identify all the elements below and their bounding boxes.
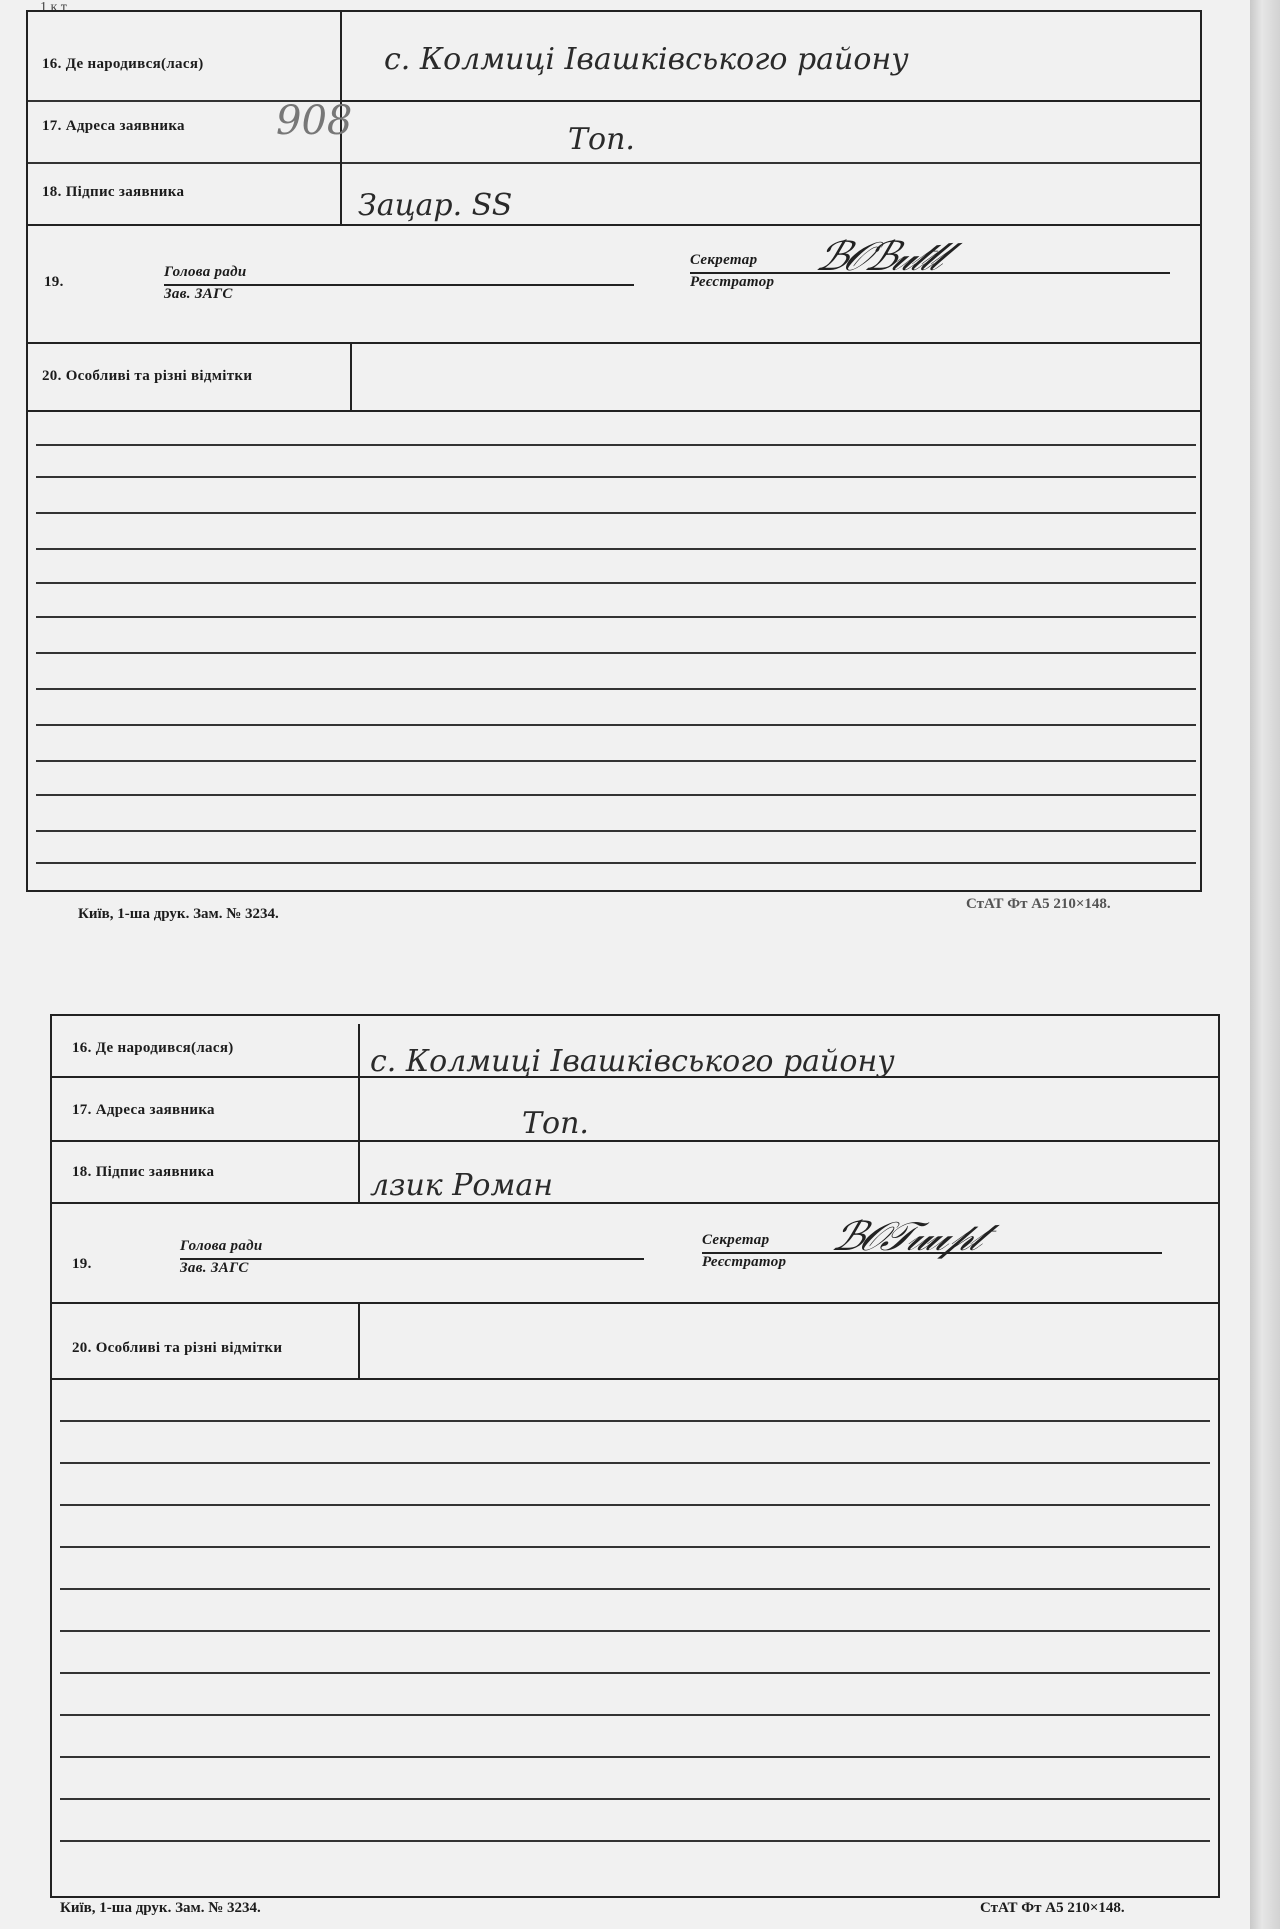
registrar-signature: ℬ𝒪ℬ𝓊𝓉𝓁𝓁: [810, 234, 949, 280]
blank-line: [60, 1756, 1210, 1758]
blank-line: [36, 548, 1196, 550]
blank-line: [36, 862, 1196, 864]
registrar-label: Реєстратор: [690, 274, 775, 290]
column-divider: [358, 1302, 360, 1378]
field-16-label: 16. Де народився(лася): [42, 56, 204, 72]
blank-line: [60, 1672, 1210, 1674]
field-16-label: 16. Де народився(лася): [72, 1040, 234, 1056]
form-code: СтАТ Фт А5 210×148.: [966, 896, 1111, 912]
address-number-handwritten: 908: [276, 98, 353, 144]
blank-line: [60, 1630, 1210, 1632]
column-divider: [358, 1024, 360, 1202]
form-code: СтАТ Фт А5 210×148.: [980, 1900, 1125, 1916]
applicant-signature-handwritten: Зацар. SS: [358, 188, 513, 223]
field-17-label: 17. Адреса заявника: [42, 118, 185, 134]
blank-line: [36, 724, 1196, 726]
blank-line: [60, 1462, 1210, 1464]
secretary-label: Секретар: [702, 1232, 770, 1248]
blank-line: [60, 1588, 1210, 1590]
blank-line: [60, 1714, 1210, 1716]
page-edge: [1250, 0, 1280, 1929]
blank-line: [36, 476, 1196, 478]
bottom-form: [50, 1014, 1220, 1898]
blank-line: [36, 652, 1196, 654]
address-handwritten: Топ.: [568, 122, 635, 157]
birthplace-handwritten: с. Колмиці Івашківського району: [370, 1044, 895, 1079]
blank-line: [36, 794, 1196, 796]
field-18-label: 18. Підпис заявника: [42, 184, 185, 200]
registry-head-label: Зав. ЗАГС: [180, 1260, 249, 1276]
row-divider: [28, 410, 1200, 412]
registry-head-label: Зав. ЗАГС: [164, 286, 233, 302]
head-of-council-label: Голова ради: [164, 264, 247, 280]
birthplace-handwritten: с. Колмиці Івашківського району: [384, 42, 909, 77]
address-handwritten: Топ.: [522, 1106, 589, 1141]
printer-imprint: Київ, 1-ша друк. Зам. № 3234.: [60, 1900, 261, 1916]
field-19-number: 19.: [72, 1256, 92, 1272]
blank-line: [60, 1420, 1210, 1422]
secretary-label: Секретар: [690, 252, 758, 268]
blank-line: [60, 1504, 1210, 1506]
registrar-label: Реєстратор: [702, 1254, 787, 1270]
column-divider: [350, 342, 352, 410]
signature-line: [180, 1258, 644, 1260]
blank-line: [36, 444, 1196, 446]
printer-imprint: Київ, 1-ша друк. Зам. № 3234.: [78, 906, 279, 922]
row-divider: [28, 342, 1200, 344]
field-18-label: 18. Підпис заявника: [72, 1164, 215, 1180]
registrar-signature: ℬ𝒪𝒯𝓊𝓊𝓅𝓉: [826, 1214, 989, 1260]
blank-line: [60, 1840, 1210, 1842]
field-17-label: 17. Адреса заявника: [72, 1102, 215, 1118]
field-20-label: 20. Особливі та різні відмітки: [72, 1340, 283, 1356]
field-20-label: 20. Особливі та різні відмітки: [42, 368, 253, 384]
blank-line: [36, 688, 1196, 690]
signature-line: [164, 284, 634, 286]
corner-mark: 1 к т: [40, 0, 67, 15]
applicant-signature-handwritten: лзик Роман: [370, 1168, 554, 1203]
blank-line: [60, 1798, 1210, 1800]
blank-line: [36, 830, 1196, 832]
top-form: [26, 10, 1202, 892]
row-divider: [52, 1202, 1218, 1204]
row-divider: [52, 1378, 1218, 1380]
row-divider: [52, 1302, 1218, 1304]
head-of-council-label: Голова ради: [180, 1238, 263, 1254]
blank-line: [36, 582, 1196, 584]
blank-line: [36, 616, 1196, 618]
row-divider: [28, 224, 1200, 226]
row-divider: [52, 1140, 1218, 1142]
blank-line: [60, 1546, 1210, 1548]
field-19-number: 19.: [44, 274, 64, 290]
blank-line: [36, 760, 1196, 762]
blank-line: [36, 512, 1196, 514]
row-divider: [28, 162, 1200, 164]
